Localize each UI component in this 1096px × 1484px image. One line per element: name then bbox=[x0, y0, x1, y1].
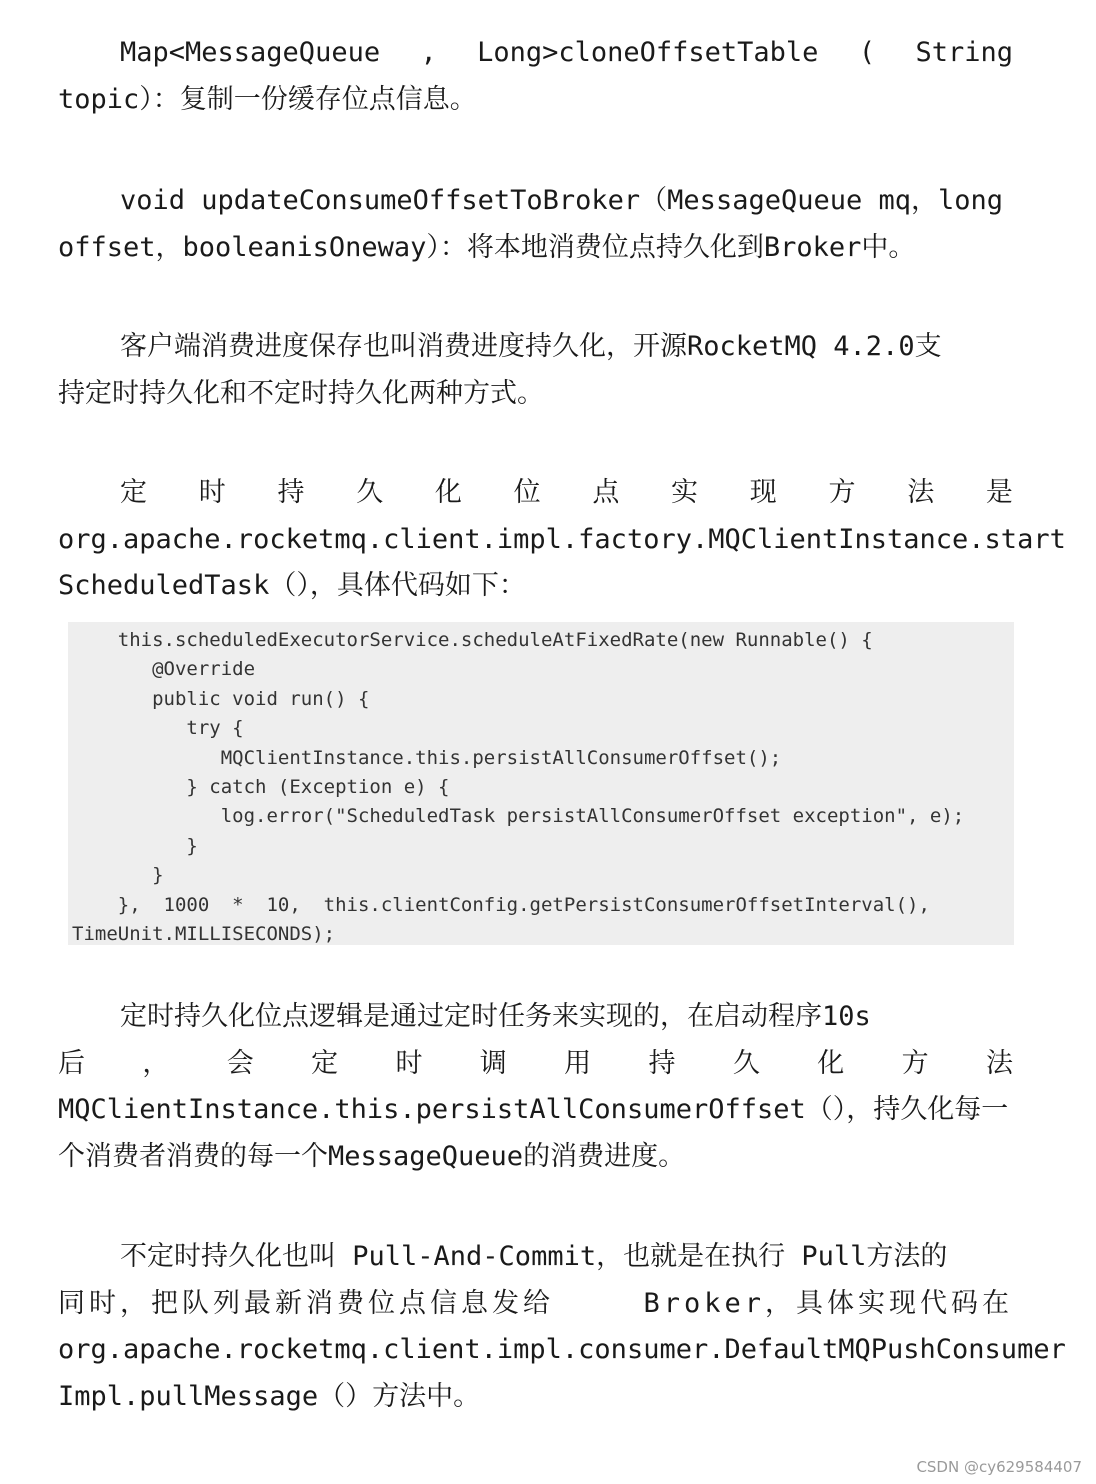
p2-line1: void updateConsumeOffsetToBroker（MessageQueue mq，long bbox=[120, 185, 1004, 216]
paragraph-clone-offset-table bbox=[58, 30, 1013, 123]
p4-char: 时 bbox=[198, 477, 226, 508]
p5-char: 方 bbox=[901, 1047, 929, 1079]
p5-char: 会 bbox=[226, 1047, 254, 1079]
p4-line2: org.apache.rocketmq.client.impl.factory.MQClientInstance.start bbox=[58, 523, 1066, 555]
p5-char: 定 bbox=[311, 1047, 339, 1079]
p4-char: 现 bbox=[749, 477, 777, 508]
p1-part: , bbox=[420, 37, 437, 68]
code-line: }, 1000 * 10, this.clientConfig.getPersistConsumerOffsetInterval(), bbox=[72, 893, 930, 916]
p4-char: 定 bbox=[120, 477, 147, 508]
p4-char: 是 bbox=[985, 477, 1013, 508]
p5-char: ， bbox=[142, 1047, 170, 1079]
p4-char: 方 bbox=[828, 477, 856, 508]
code-line: @Override bbox=[72, 658, 256, 681]
p1-line1 bbox=[58, 30, 1013, 77]
p6-line1: 不定时持久化也叫 Pull-And-Commit，也就是在执行 Pull方法的 bbox=[120, 1241, 948, 1272]
p1-part: Long>cloneOffsetTable bbox=[477, 37, 819, 68]
p4-char: 久 bbox=[356, 477, 384, 508]
paragraph-update-consume-offset bbox=[58, 178, 1013, 271]
p3-line1: 客户端消费进度保存也叫消费进度持久化，开源RocketMQ 4.2.0支 bbox=[120, 331, 942, 362]
p5-char: 后 bbox=[58, 1047, 85, 1079]
p6-part: Broker，具体实现代码在 bbox=[643, 1287, 1013, 1319]
p6-line3: org.apache.rocketmq.client.impl.consumer.DefaultMQPushConsumer bbox=[58, 1334, 1066, 1365]
code-line: log.error("ScheduledTask persistAllConsumerOffset exception", e); bbox=[72, 805, 965, 828]
p4-char: 实 bbox=[671, 477, 699, 508]
code-line: } bbox=[72, 864, 164, 887]
p5-char: 持 bbox=[648, 1047, 676, 1079]
p5-char: 时 bbox=[395, 1047, 423, 1079]
p5-char: 化 bbox=[817, 1047, 845, 1079]
paragraph-scheduled-logic bbox=[58, 994, 1013, 1180]
code-line: try { bbox=[72, 717, 244, 740]
p4-line1 bbox=[58, 470, 1013, 517]
code-line: this.scheduledExecutorService.scheduleAtFixedRate(new Runnable() { bbox=[72, 629, 873, 651]
paragraph-scheduled-impl bbox=[58, 470, 1066, 610]
p1-part: ( bbox=[858, 37, 876, 68]
p4-char: 化 bbox=[434, 477, 462, 508]
p5-char: 久 bbox=[732, 1047, 760, 1079]
p5-char: 用 bbox=[564, 1047, 592, 1079]
p4-char: 持 bbox=[277, 477, 305, 508]
p5-line1: 定时持久化位点逻辑是通过定时任务来实现的，在启动程序10s bbox=[120, 1001, 871, 1032]
paragraph-pull-and-commit bbox=[58, 1234, 1066, 1420]
p5-line2 bbox=[58, 1041, 1013, 1088]
csdn-watermark: CSDN @cy629584407 bbox=[916, 1458, 1082, 1476]
p3-line2: 持定时持久化和不定时持久化两种方式。 bbox=[58, 377, 544, 409]
code-line: } catch (Exception e) { bbox=[72, 776, 450, 799]
code-line: public void run() { bbox=[72, 687, 370, 710]
p5-line4: 个消费者消费的每一个MessageQueue的消费进度。 bbox=[58, 1140, 686, 1172]
code-line: MQClientInstance.this.persistAllConsumerOffset(); bbox=[72, 746, 782, 769]
code-block bbox=[68, 622, 1014, 945]
code-line: TimeUnit.MILLISECONDS); bbox=[72, 923, 336, 946]
p4-char: 点 bbox=[592, 477, 620, 508]
p5-line3: MQClientInstance.this.persistAllConsumerOffset（），持久化每一 bbox=[58, 1094, 1009, 1125]
p5-char: 法 bbox=[985, 1047, 1013, 1079]
p6-line4: Impl.pullMessage（）方法中。 bbox=[58, 1380, 481, 1412]
p4-char: 法 bbox=[907, 477, 935, 508]
p2-line2: offset，booleanisOneway）：将本地消费位点持久化到Broker中。 bbox=[58, 231, 916, 263]
paragraph-persistence-intro bbox=[58, 324, 1013, 417]
p1-part: String bbox=[915, 37, 1013, 68]
p4-line3: ScheduledTask（），具体代码如下： bbox=[58, 570, 526, 601]
p1-line2: topic）：复制一份缓存位点信息。 bbox=[58, 83, 477, 115]
code-line: } bbox=[72, 834, 198, 857]
p1-part: Map<MessageQueue bbox=[120, 37, 381, 68]
p6-line2 bbox=[58, 1281, 1013, 1328]
p4-char: 位 bbox=[513, 477, 541, 508]
p5-char: 调 bbox=[479, 1047, 507, 1079]
p6-part: 同时，把队列最新消费位点信息发给 bbox=[58, 1287, 554, 1319]
